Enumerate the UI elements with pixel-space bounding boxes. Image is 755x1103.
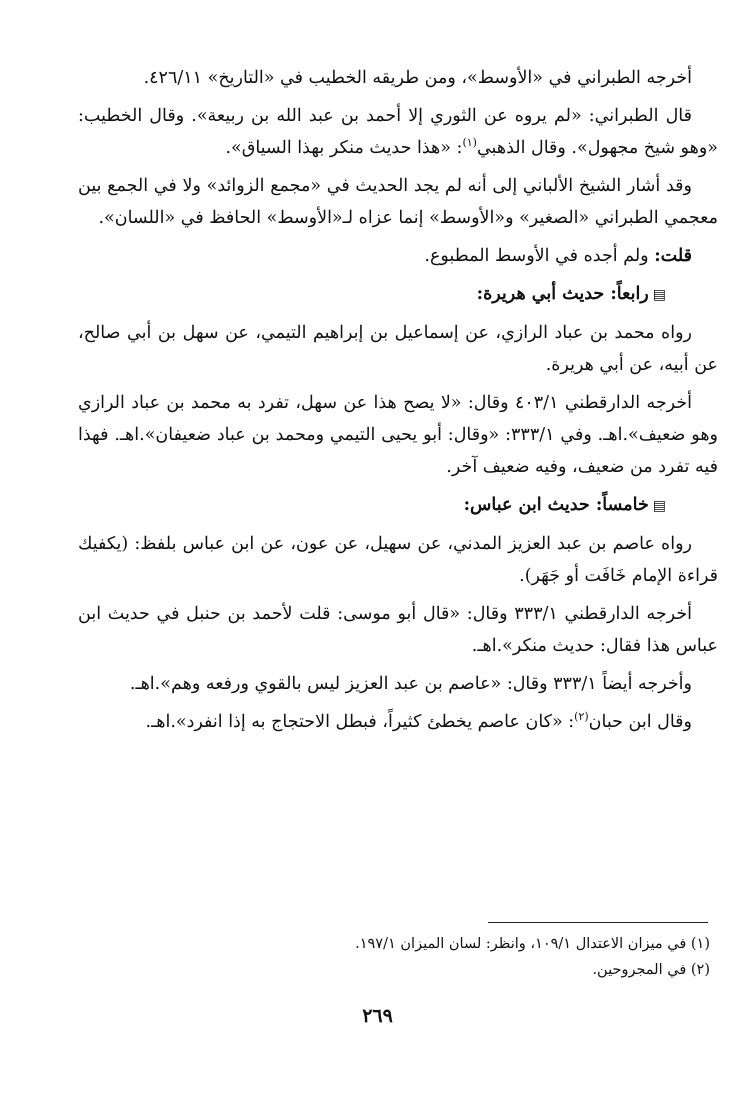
paragraph-4 xyxy=(78,240,718,272)
section-heading-5-text: خامساً: حديث ابن عباس: xyxy=(463,495,649,515)
book-icon: ▤ xyxy=(652,287,666,303)
section-heading-4-text: رابعاً: حديث أبي هريرة: xyxy=(476,284,649,304)
main-text xyxy=(78,62,718,744)
paragraph-10-text-b: : «كان عاصم يخطئ كثيراً، فبطل الاحتجاج به إذا انفرد».اهـ. xyxy=(145,712,575,732)
page-number: ٢٦٩ xyxy=(362,1005,393,1027)
footnote-ref-1[interactable]: (١) xyxy=(462,136,477,150)
paragraph-3: وقد أشار الشيخ الألباني إلى أنه لم يجد الحديث في «مجمع الزوائد» ولا في الجمع بين معجمي الطبراني «الصغير» و«الأوسط» إنما عزاه لـ«الأوسط» الحافظ في «اللسان». xyxy=(78,176,718,228)
paragraph-9: وأخرجه أيضاً ٣٣٣/١ وقال: «عاصم بن عبد العزيز ليس بالقوي ورفعه وهم».اهـ. xyxy=(129,674,692,694)
book-icon: ▤ xyxy=(652,498,666,514)
footnote-1: (١) في ميزان الاعتدال ١٠٩/١، وانظر: لسان الميزان ١٩٧/١. xyxy=(355,936,710,952)
paragraph-2-text-b: : «هذا حديث منكر بهذا السياق». xyxy=(225,138,463,158)
paragraph-1: أخرجه الطبراني في «الأوسط»، ومن طريقه الخطيب في «التاريخ» ٤٢٦/١١. xyxy=(143,68,692,88)
paragraph-10 xyxy=(78,706,718,738)
footnote-divider xyxy=(488,922,708,923)
paragraph-2 xyxy=(78,100,718,164)
paragraph-7: رواه عاصم بن عبد العزيز المدني، عن سهيل، عن عون، عن ابن عباس بلفظ: (يكفيك قراءة الإمام خَافَت أو جَهَر). xyxy=(78,534,718,586)
paragraph-6: أخرجه الدارقطني ٤٠٣/١ وقال: «لا يصح هذا عن سهل، تفرد به محمد بن عباد الرازي وهو ضعيف».اهـ. وفي ٣٣٣/١: «وقال: أبو يحيى التيمي ومحمد بن عباد ضعيفان».اهـ. فهذا فيه تفرد من ضعيف، وفيه ضعيف آخر. xyxy=(78,393,718,477)
section-heading-4 xyxy=(78,278,718,311)
footnote-ref-2[interactable]: (٢) xyxy=(574,710,589,724)
paragraph-10-text-a: وقال ابن حبان xyxy=(588,712,692,732)
footnote-2: (٢) في المجروحين. xyxy=(592,962,710,978)
paragraph-4-text: ولم أجده في الأوسط المطبوع. xyxy=(424,246,655,266)
footnotes xyxy=(180,931,710,983)
paragraph-5: رواه محمد بن عباد الرازي، عن إسماعيل بن إبراهيم التيمي، عن سهل بن أبي صالح، عن أبيه، عن أبي هريرة. xyxy=(78,323,718,375)
section-heading-5 xyxy=(78,489,718,522)
qultu-label: قلت: xyxy=(654,246,692,266)
paragraph-8: أخرجه الدارقطني ٣٣٣/١ وقال: «قال أبو موسى: قلت لأحمد بن حنبل في حديث ابن عباس هذا فقال: حديث منكر».اهـ. xyxy=(78,604,718,656)
paragraph-2-text-a: قال الطبراني: «لم يروه عن الثوري إلا أحمد بن عبد الله بن ربيعة». وقال الخطيب: «وهو شيخ مجهول». وقال الذهبي xyxy=(78,106,718,158)
